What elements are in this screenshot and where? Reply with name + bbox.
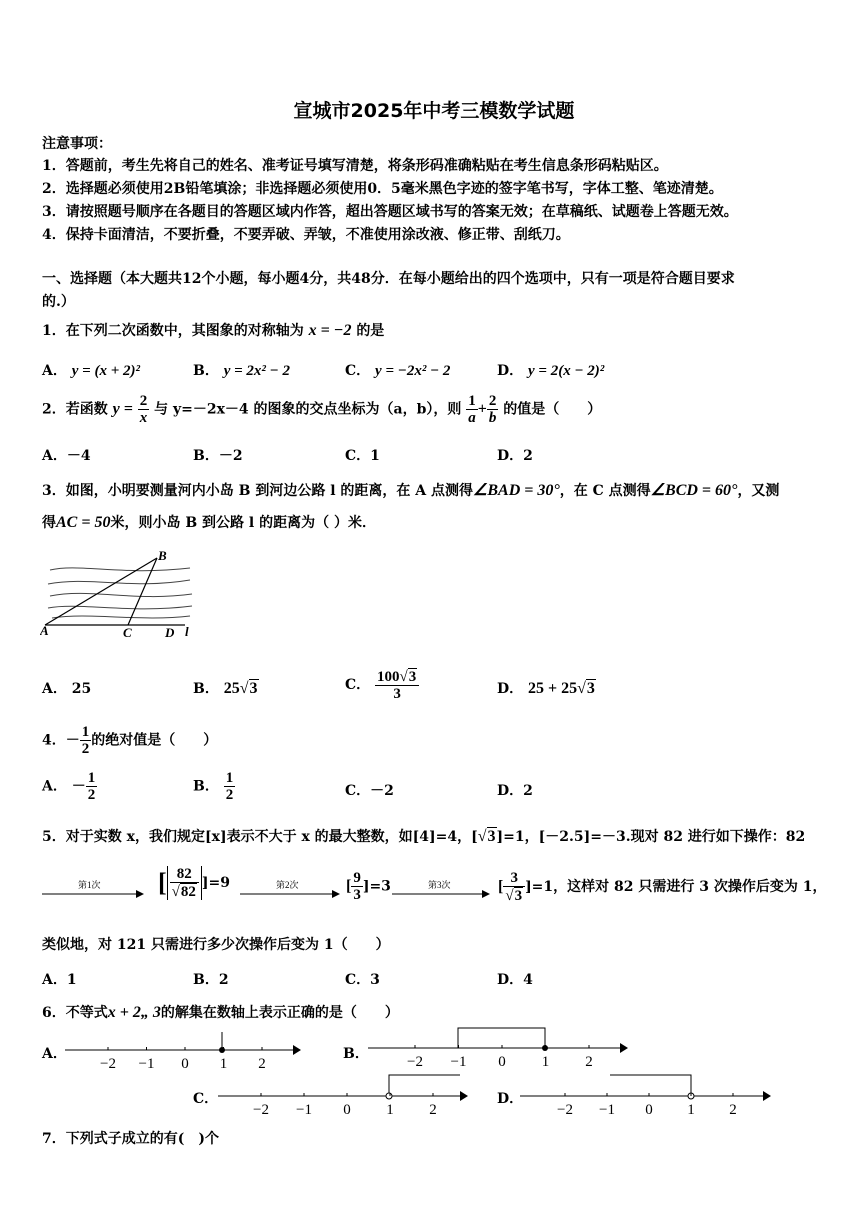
label-l: l (185, 624, 189, 639)
q4-stem: 4．－ $\frac{1}{2}$ 的绝对值是（ ） (42, 724, 218, 757)
q5-stem: 5．对于实数 x，我们规定[x]表示不大于 x 的最大整数，如[4]=4，[√3]=1，[－2.5]=－3.现对 82 进行如下操作：82 (42, 828, 806, 845)
q3-stem-cont: 得AC = 50米，则小岛 B 到公路 l 的距离为（ ）米． (42, 514, 376, 531)
axis-tick-label: −2 (253, 1102, 269, 1118)
q4-option-b[interactable]: B． $\frac{1}{2}$ (193, 770, 234, 803)
notice-item-4: 4．保持卡面清洁，不要折叠，不要弄破、弄皱，不准使用涂改液、修正带、刮纸刀。 (42, 227, 570, 243)
notice-item-3: 3．请按照题号顺序在各题目的答题区域内作答，超出答题区域书写的答案无效；在草稿纸、试题卷上答题无效。 (42, 204, 738, 220)
q1-text-end: 的是 (356, 323, 385, 339)
axis-tick-label: 1 (687, 1102, 695, 1118)
q5-stem-end: 类似地，对 121 只需进行多少次操作后变为 1（ ） (42, 937, 390, 953)
q3-option-a[interactable]: A． 25 (42, 681, 92, 697)
q3-option-b[interactable]: B． 25√3 (193, 680, 258, 697)
q2-option-d[interactable]: D．2 (497, 448, 533, 464)
q3-option-d[interactable]: D． 25 + 25√3 (497, 680, 595, 697)
q5-step2: [ $\frac{9}{3}$ ]=3 (346, 870, 391, 903)
axis-tick-label: 1 (219, 1056, 228, 1072)
axis-tick-label: 2 (729, 1102, 737, 1118)
q6-option-c-numberline[interactable] (218, 1071, 473, 1121)
label-d: D (165, 625, 175, 640)
q5-option-a[interactable]: A．1 (42, 972, 77, 988)
q6-option-b-label[interactable]: B． (343, 1046, 369, 1062)
q5-step3: [ $\frac{3}{√3}$ ]=1，这样对 82 只需进行 3 次操作后变为 1， (498, 870, 827, 904)
notice-heading: 注意事项： (42, 136, 112, 152)
q2-fraction: $\frac{2}{x}$ (139, 393, 148, 426)
label-b: B (158, 548, 167, 563)
q6-option-a-numberline[interactable] (65, 1028, 305, 1076)
q7-stem: 7．下列式子成立的有( )个 (42, 1131, 219, 1147)
notice-item-1: 1．答题前，考生先将自己的姓名、准考证号填写清楚，将条形码准确粘贴在考生信息条形码粘贴区。 (42, 158, 668, 174)
label-c: C (123, 625, 132, 640)
q1-text: 在下列二次函数中，其图象的对称轴为 (65, 323, 304, 339)
axis-tick-label: −2 (557, 1102, 573, 1118)
page-title: 宣城市2025年中考三模数学试题 (293, 100, 575, 122)
q6-option-b-numberline[interactable] (368, 1024, 633, 1076)
q1-option-d[interactable]: D． y = 2(x − 2)² (497, 363, 605, 379)
q5-option-d[interactable]: D．4 (497, 972, 533, 988)
label-a: A (40, 623, 49, 638)
q3-figure (40, 548, 200, 640)
axis-tick-label: −1 (296, 1102, 312, 1118)
q5-step1: [ $\frac{82}{√82}$ ]=9 (158, 866, 231, 900)
q1-option-c[interactable]: C． y = −2x² − 2 (345, 363, 451, 379)
axis-tick-label: 1 (541, 1054, 550, 1070)
axis-tick-label: 2 (429, 1102, 437, 1118)
q2-stem: 2．若函数 y = $\frac{2}{x}$ 与 y=－2x－4 的图象的交点坐标为（a，b），则 $\frac{1}{a}$ + $\frac{2}{b}$ 的值是（ ） (42, 393, 602, 426)
q6-option-c-label[interactable]: C． (193, 1091, 219, 1107)
q2-option-c[interactable]: C．1 (345, 448, 380, 464)
q4-option-d[interactable]: D．2 (497, 783, 533, 799)
q3-option-c[interactable]: C． $\frac{100√3}{3}$ (345, 668, 419, 702)
q1-math: x = −2 (308, 322, 352, 339)
axis-tick-label: 2 (258, 1056, 266, 1072)
section-heading: 一、选择题（本大题共12个小题，每小题4分，共48分．在每小题给出的四个选项中，只有一项是符合题目要求 (42, 271, 735, 287)
axis-tick-label: 2 (585, 1054, 593, 1070)
section-heading-cont: 的.） (42, 294, 75, 310)
q4-option-a[interactable]: A． － $\frac{1}{2}$ (42, 770, 96, 803)
axis-tick-label: 0 (498, 1054, 506, 1070)
q1-number: 1． (42, 323, 66, 339)
svg-text:第1次: 第1次 (78, 880, 101, 890)
svg-text:第3次: 第3次 (428, 880, 451, 890)
svg-text:第2次: 第2次 (276, 880, 299, 890)
q6-option-a-label[interactable]: A． (42, 1046, 67, 1062)
q6-stem: 6．不等式x + 2„ 3的解集在数轴上表示正确的是（ ） (42, 1004, 399, 1021)
q2-option-b[interactable]: B．－2 (193, 448, 243, 464)
q6-option-d-numberline[interactable] (520, 1071, 775, 1121)
axis-tick-label: −1 (599, 1102, 615, 1118)
q3-stem: 3．如图，小明要测量河内小岛 B 到河边公路 l 的距离，在 A 点测得∠BAD = 30°，在 C 点测得∠BCD = 60°，又测 (42, 482, 780, 499)
axis-tick-label: 0 (181, 1056, 189, 1072)
q1-option-b[interactable]: B． y = 2x² − 2 (193, 363, 291, 379)
axis-tick-label: 0 (645, 1102, 653, 1118)
notice-item-2: 2．选择题必须使用2B铅笔填涂；非选择题必须使用0．5毫米黑色字迹的签字笔书写，字体工整、笔迹清楚。 (42, 181, 723, 197)
q4-option-c[interactable]: C．－2 (345, 783, 394, 799)
axis-tick-label: −2 (100, 1056, 116, 1072)
axis-tick-label: −1 (450, 1054, 467, 1070)
q2-option-a[interactable]: A．－4 (42, 448, 91, 464)
axis-tick-label: −1 (138, 1056, 155, 1072)
axis-tick-label: 0 (343, 1102, 351, 1118)
q5-operation-arrows (42, 878, 492, 908)
q1-option-a[interactable]: A． y = (x + 2)² (42, 363, 140, 379)
axis-tick-label: 1 (386, 1102, 394, 1118)
q1-stem (42, 320, 384, 340)
q6-option-d-label[interactable]: D． (497, 1091, 524, 1107)
q5-option-b[interactable]: B．2 (193, 972, 229, 988)
q5-option-c[interactable]: C．3 (345, 972, 380, 988)
axis-tick-label: −2 (407, 1054, 423, 1070)
